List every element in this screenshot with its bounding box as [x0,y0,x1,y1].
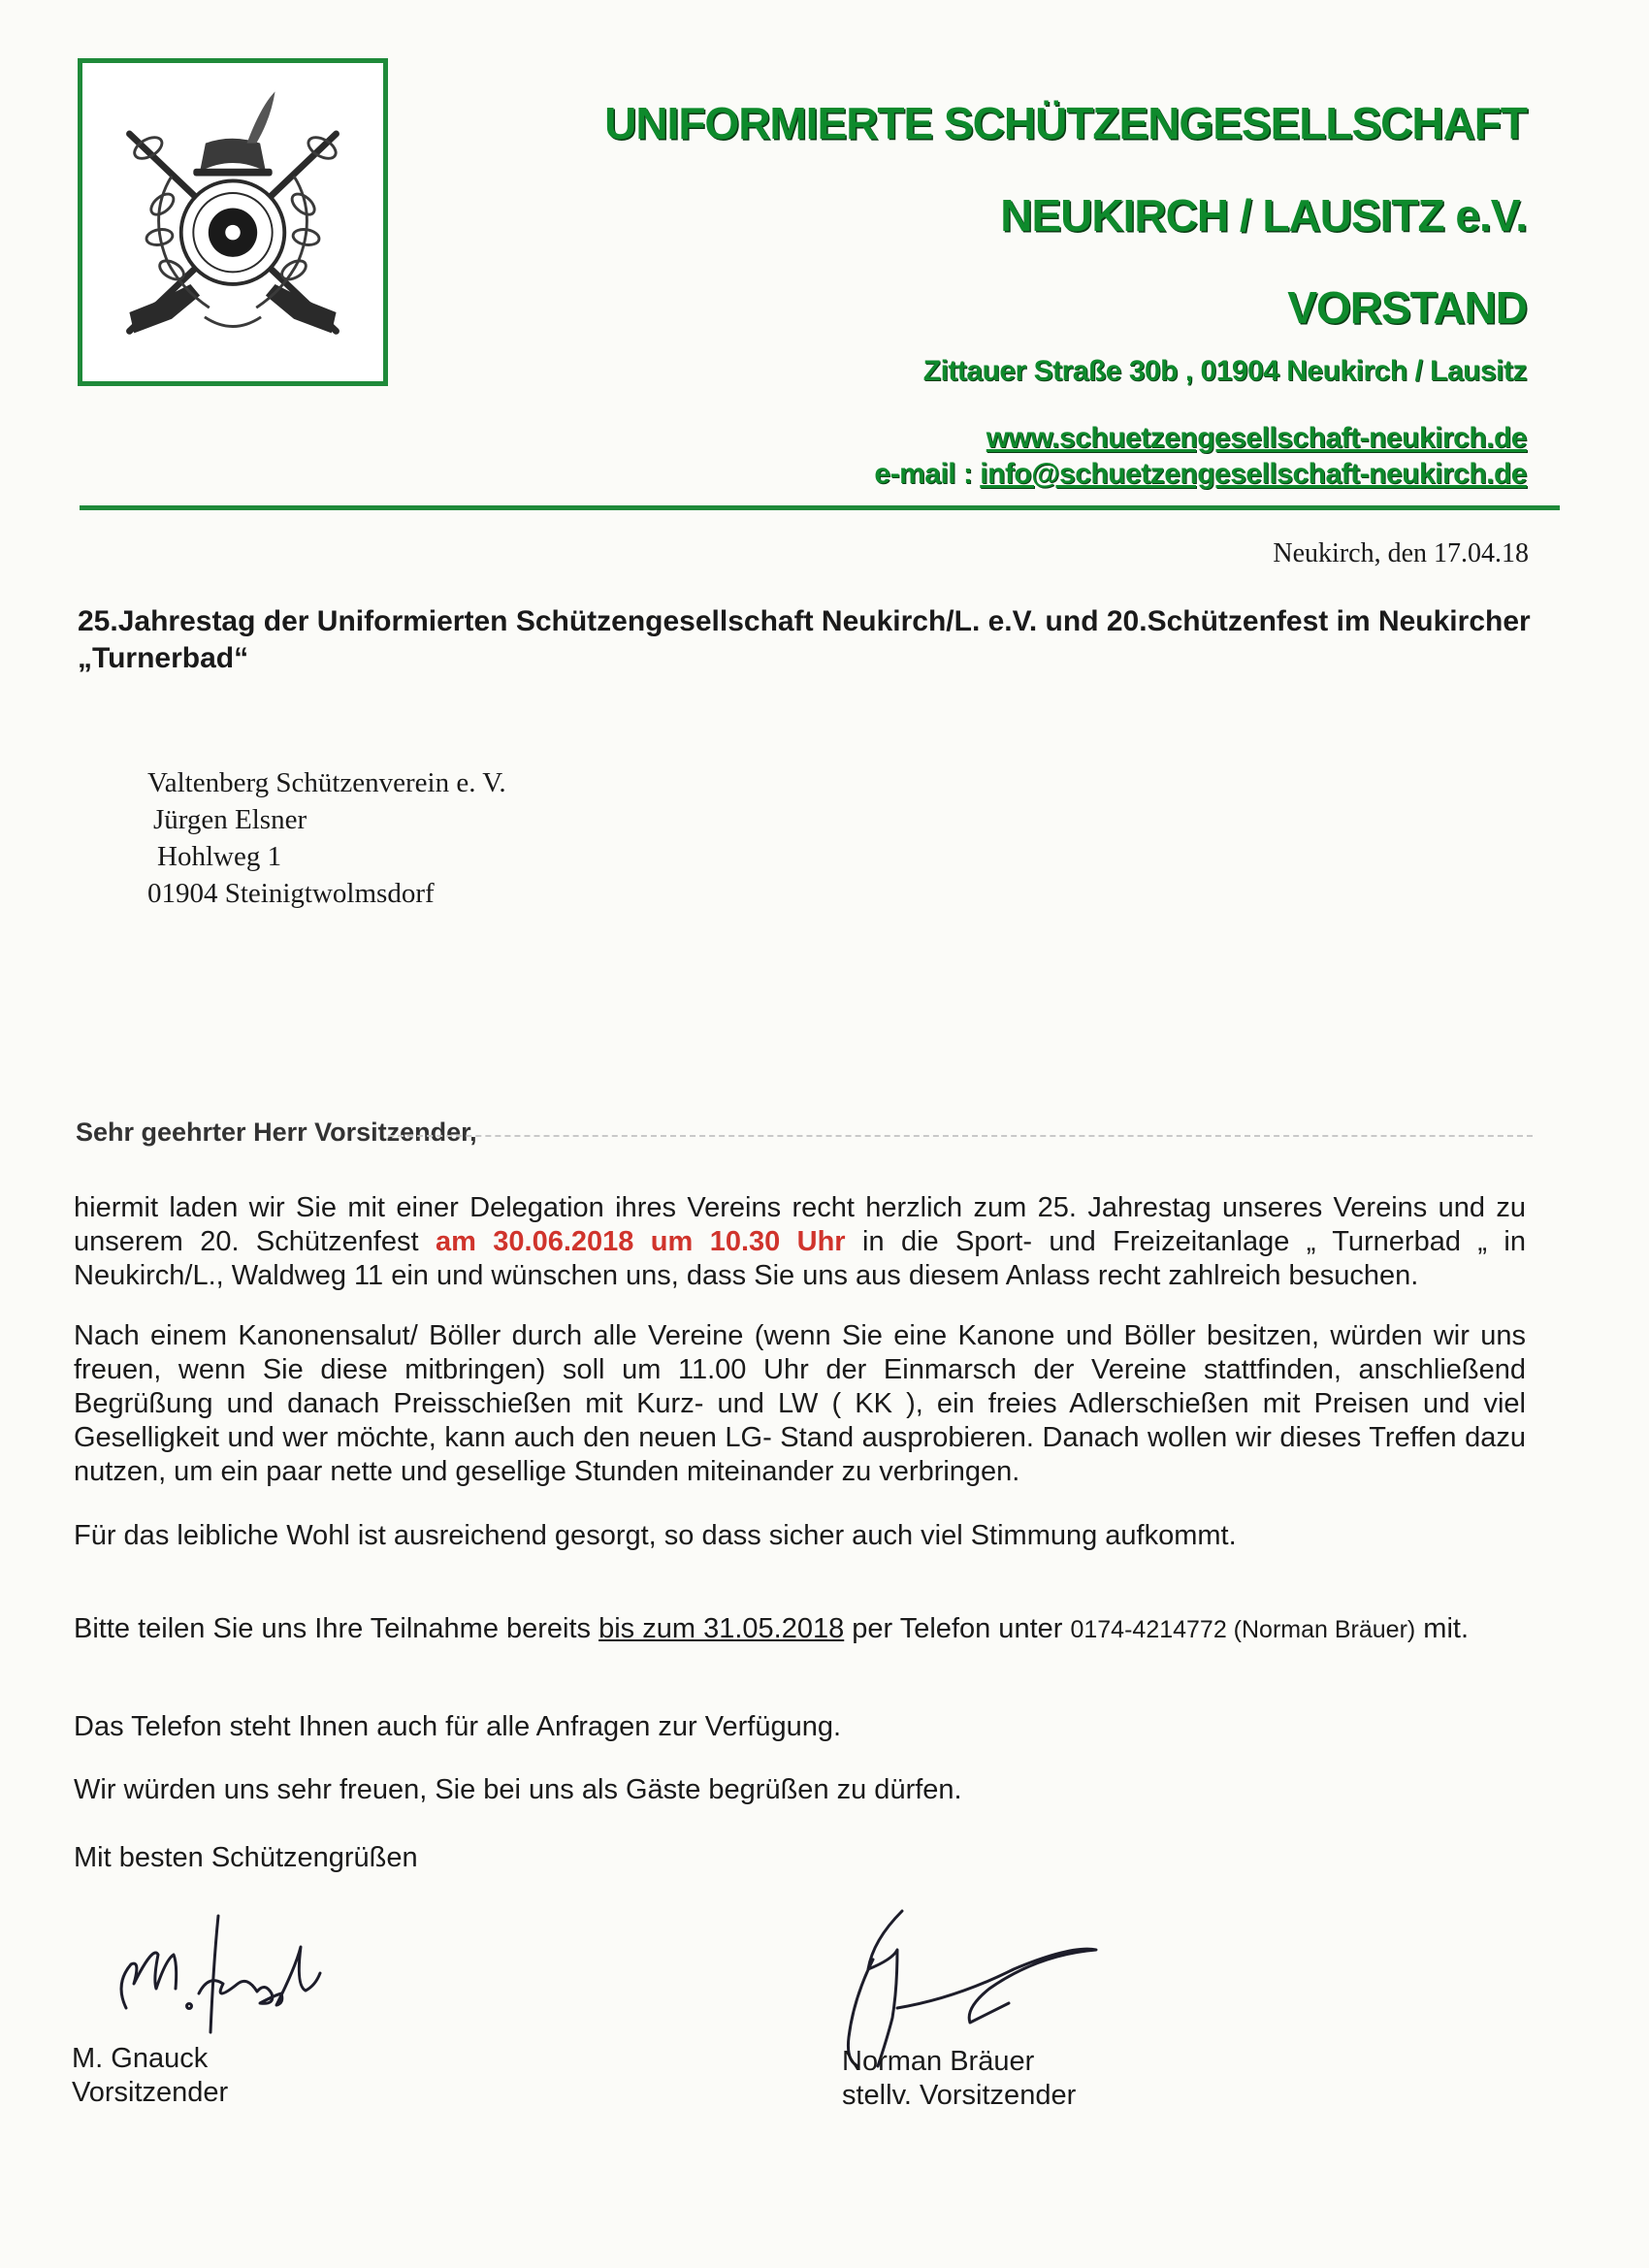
letter-date: Neukirch, den 17.04.18 [1273,538,1529,568]
recipient-city: 01904 Steinigtwolmsdorf [147,878,435,909]
signatory-left-name: M. Gnauck [72,2043,209,2074]
paragraph-invitation [74,1191,1526,1293]
invitation-text: hiermit laden wir Sie mit einer Delegation ihres Vereins recht herzlich zum 25. Jahrestag unseres Vereins und zu unserem 20. Schützenfest [74,1192,1526,1257]
recipient-person: Jürgen Elsner [153,804,307,835]
signatory-right-name: Norman Bräuer [842,2046,1035,2077]
salutation: Sehr geehrter Herr Vorsitzender, [76,1118,477,1147]
org-board-title: VORSTAND [1287,282,1527,333]
club-emblem [78,58,388,386]
email-label: e-mail : [874,458,981,490]
signatory-right [842,2045,1076,2113]
rsvp-text: Bitte teilen Sie uns Ihre Teilnahme bereits [74,1613,599,1644]
paragraph-rsvp [74,1612,1526,1647]
email-link[interactable]: info@schuetzengesellschaft-neukirch.de [980,458,1527,490]
paragraph-program: Nach einem Kanonensalut/ Böller durch alle Vereine (wenn Sie eine Kanone und Böller besitzen, würden wir uns freuen, wenn Sie diese mitbringen) soll um 11.00 Uhr der Einmarsch der Vereine stattfinden, anschließend Begrüßung und danach Preisschießen mit Kurz- und LW ( KK ), ein freies Adlerschießen mit Preisen und viel Geselligkeit und wer möchte, kann auch den neuen LG- Stand ausprobieren. Danach wollen wir dieses Treffen dazu nutzen, um ein paar nette und gesellige Stunden miteinander zu verbringen. [74,1320,1526,1487]
paragraph-phone-info: Das Telefon steht Ihnen auch für alle Anfragen zur Verfügung. [74,1711,842,1742]
paragraph-closing-wish: Wir würden uns sehr freuen, Sie bei uns als Gäste begrüßen zu dürfen. [74,1774,962,1805]
invitation-text-cont: in die Sport- und Freizeitanlage „ Turnerbad „ in Neukirch/L., Waldweg 11 ein und wünschen uns, dass Sie uns aus diesem Anlass recht zahlreich besuchen. [74,1226,1526,1291]
rsvp-text-end: mit. [1415,1613,1470,1644]
org-name-line1: UNIFORMIERTE SCHÜTZENGESELLSCHAFT [604,98,1527,148]
signatory-right-role: stellv. Vorsitzender [842,2080,1077,2111]
rsvp-deadline: bis zum 31.05.2018 [598,1613,845,1644]
letter-subject: 25.Jahrestag der Uniformierten Schützengesellschaft Neukirch/L. e.V. und 20.Schützenfest im Neukircher „Turnerbad“ [78,605,1531,674]
closing-greeting: Mit besten Schützengrüßen [74,1842,418,1873]
website-link[interactable]: www.schuetzengesellschaft-neukirch.de [986,422,1527,454]
paragraph-catering: Für das leibliche Wohl ist ausreichend gesorgt, so dass sicher auch viel Stimmung aufkommt. [74,1520,1237,1551]
event-datetime-highlight: am 30.06.2018 um 10.30 Uhr [435,1226,846,1257]
faint-divider [388,1135,1533,1137]
recipient-street: Hohlweg 1 [157,841,282,872]
signatory-left-role: Vorsitzender [72,2077,229,2108]
signatory-left [72,2042,228,2110]
org-name-line2: NEUKIRCH / LAUSITZ e.V. [1000,190,1527,241]
rsvp-phone: 0174-4214772 (Norman Bräuer) [1070,1616,1416,1643]
org-address: Zittauer Straße 30b , 01904 Neukirch / Lausitz [922,355,1527,387]
signature-m-gnauck [97,1892,388,2037]
recipient-address [147,764,506,912]
header-divider [80,505,1560,510]
email-line [874,458,1527,491]
recipient-club: Valtenberg Schützenverein e. V. [147,767,506,798]
rsvp-text-cont: per Telefon unter [844,1613,1071,1644]
emblem-shooting-target-icon [82,63,383,381]
